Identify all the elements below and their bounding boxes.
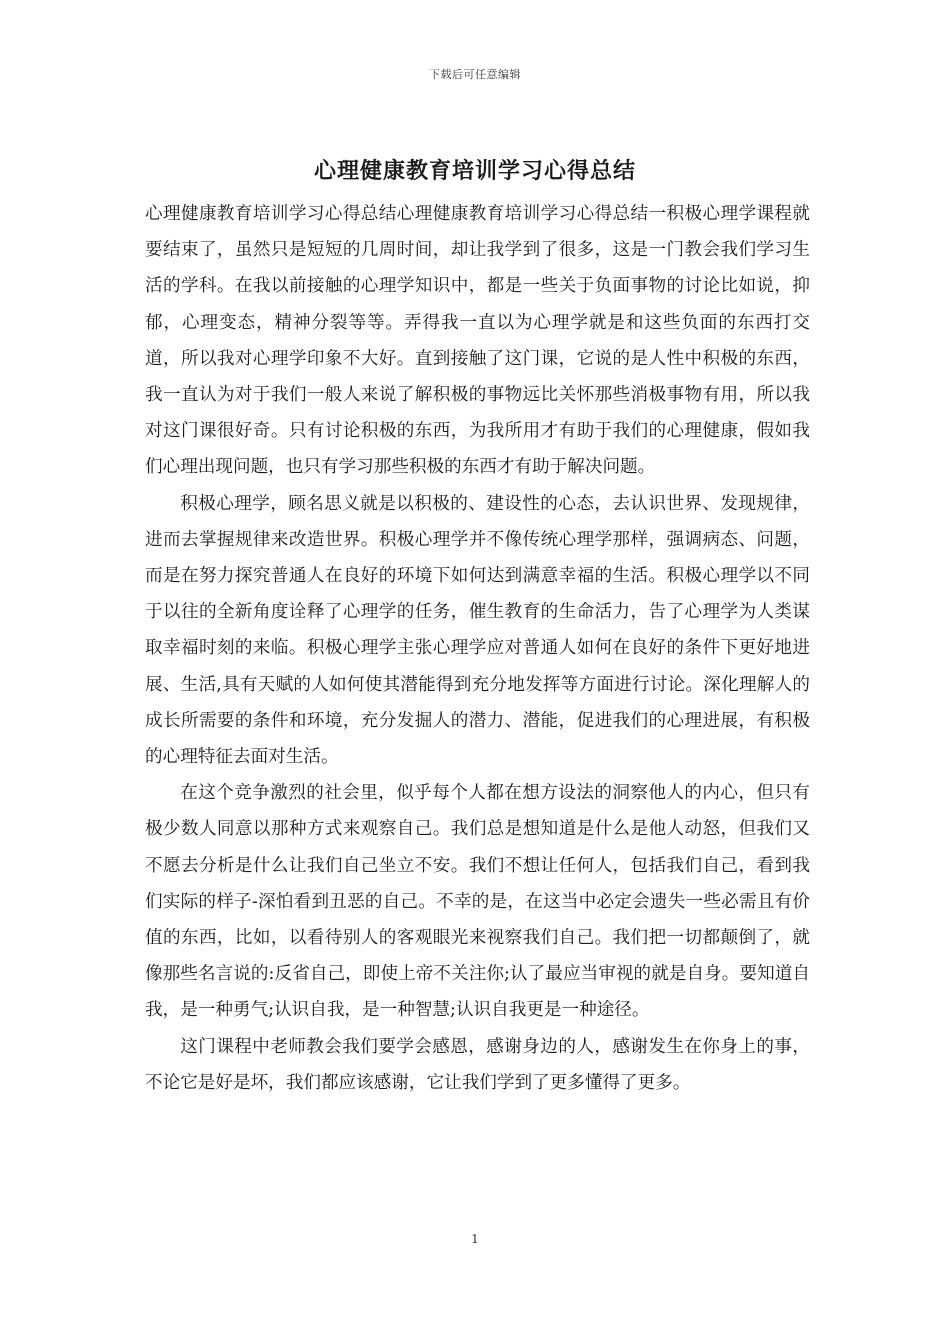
- page-header: 下载后可任意编辑: [429, 68, 521, 81]
- paragraph-3: 在这个竞争激烈的社会里，似乎每个人都在想方设法的洞察他人的内心，但只有极少数人同意以那种方式来观察自己。我们总是想知道是什么是他人动怒，但我们又不愿去分析是什么让我们自己坐立不安。我们不想让任何人，包括我们自己，看到我们实际的样子-深怕看到丑恶的自己。不幸的是，在这当中必定会遗失一些必需且有价值的东西，比如，以看待别人的客观眼光来视察我们自己。我们把一切都颠倒了，就像那些名言说的:反省自己，即使上帝不关注你;认了最应当审视的就是自身。要知道自我，是一种勇气;认识自我，是一种智慧;认识自我更是一种途径。: [145, 783, 810, 1021]
- paragraph-4: 这门课程中老师教会我们要学会感恩，感谢身边的人，感谢发生在你身上的事，不论它是好是坏，我们都应该感谢，它让我们学到了更多懂得了更多。: [145, 1036, 810, 1093]
- document-body: [145, 196, 810, 1101]
- paragraph-1: 心理健康教育培训学习心得总结心理健康教育培训学习心得总结一积极心理学课程就要结束了，虽然只是短短的几周时间，却让我学到了很多，这是一门教会我们学习生活的学科。在我以前接触的心理学知识中，都是一些关于负面事物的讨论比如说，抑郁，心理变态，精神分裂等等。弄得我一直以为心理学就是和这些负面的东西打交道，所以我对心理学印象不大好。直到接触了这门课，它说的是人性中积极的东西，我一直认为对于我们一般人来说了解积极的事物远比关怀那些消极事物有用，所以我对这门课很好奇。只有讨论积极的东西，为我所用才有助于我们的心理健康，假如我们心理出现问题，也只有学习那些积极的东西才有助于解决问题。: [145, 204, 810, 478]
- page-number: 1: [471, 1232, 479, 1246]
- paragraph-2: 积极心理学，顾名思义就是以积极的、建设性的心态，去认识世界、发现规律，进而去掌握规律来改造世界。积极心理学并不像传统心理学那样，强调病态、问题，而是在努力探究普通人在良好的环境下如何达到满意幸福的生活。积极心理学以不同于以往的全新角度诠释了心理学的任务，催生教育的生命活力，告了心理学为人类谋取幸福时刻的来临。积极心理学主张心理学应对普通人如何在良好的条件下更好地进展、生活,具有天赋的人如何使其潜能得到充分地发挥等方面进行讨论。深化理解人的成长所需要的条件和环境，充分发掘人的潜力、潜能，促进我们的心理进展，有积极的心理特征去面对生活。: [145, 493, 810, 768]
- document-title: 心理健康教育培训学习心得总结: [313, 159, 636, 184]
